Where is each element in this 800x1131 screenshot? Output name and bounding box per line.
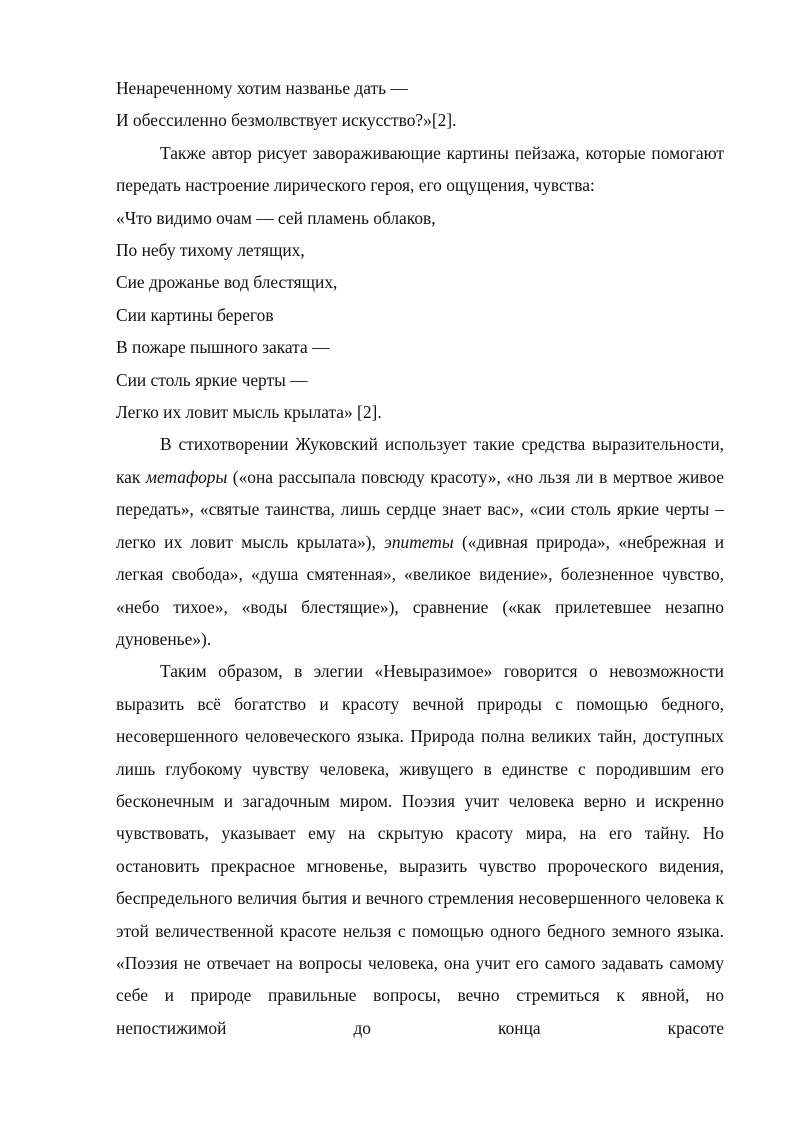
- poem-fragment-1: [116, 72, 724, 137]
- poem-line: «Что видимо очам — сей пламень облаков,: [116, 207, 436, 228]
- paragraph-conclusion: Таким образом, в элегии «Невыразимое» говорится о невозможности выразить всё богатство и красоту вечной природы с помощью бедного, несовершенного человеческого языка. Природа полна великих тайн, доступных лишь глубокому чувству человека, живущего в единстве с породившим его бесконечным и загадочным миром. Поэзия учит человека верно и искренно чувствовать, указывает ему на скрытую красоту мира, на его тайну. Но остановить прекрасное мгновенье, выразить чувство пророческого видения, беспредельного величия бытия и вечного стремления несовершенного человека к этой величественной красоте нельзя с помощью одного бедного земного языка. «Поэзия не отвечает на вопросы человека, она учит его самого задавать самому себе и природе правильные вопросы, вечно стремиться к явной, но непостижимой до конца красоте: [116, 661, 724, 1038]
- poem-line: Легко их ловит мысль крылата» [2].: [116, 402, 382, 423]
- paragraph-landscape: Также автор рисует завораживающие картины пейзажа, которые помогают передать настроение лирического героя, его ощущения, чувства:: [116, 142, 724, 196]
- poem-line: По небу тихому летящих,: [116, 240, 305, 261]
- poem-line: В пожаре пышного заката —: [116, 337, 330, 358]
- paragraph-devices: [116, 428, 724, 655]
- paragraph-devices-text-3: («дивная природа», «небрежная и легкая свобода», «душа смятенная», «великое видение», болезненное чувство, «небо тихое», «воды блестящие»), сравнение («как прилетевшее незапно дуновенье»).: [116, 531, 724, 649]
- poem-line: Сии картины берегов: [116, 304, 274, 325]
- paragraph-devices-text-1: В стихотворении Жуковский использует такие средства выразительности, как: [116, 434, 724, 487]
- poem-line: Сие дрожанье вод блестящих,: [116, 272, 338, 293]
- poem-line: Ненареченному хотим названье дать —: [116, 78, 408, 98]
- poem-line: И обессиленно безмолвствует искусство?»[2].: [116, 110, 457, 131]
- document-body: [116, 72, 724, 1044]
- term-epithets: эпитеты: [384, 531, 454, 552]
- paragraph-devices-text-2: («она рассыпала повсюду красоту», «но льзя ли в мертвое живое передать», «святые таинства, лишь сердце знает вас», «сии столь яркие черты – легко их ловит мысль крылата»),: [116, 466, 724, 552]
- poem-line: Сии столь яркие черты —: [116, 369, 308, 390]
- term-metaphors: метафоры: [145, 466, 228, 487]
- poem-fragment-2: [116, 202, 724, 429]
